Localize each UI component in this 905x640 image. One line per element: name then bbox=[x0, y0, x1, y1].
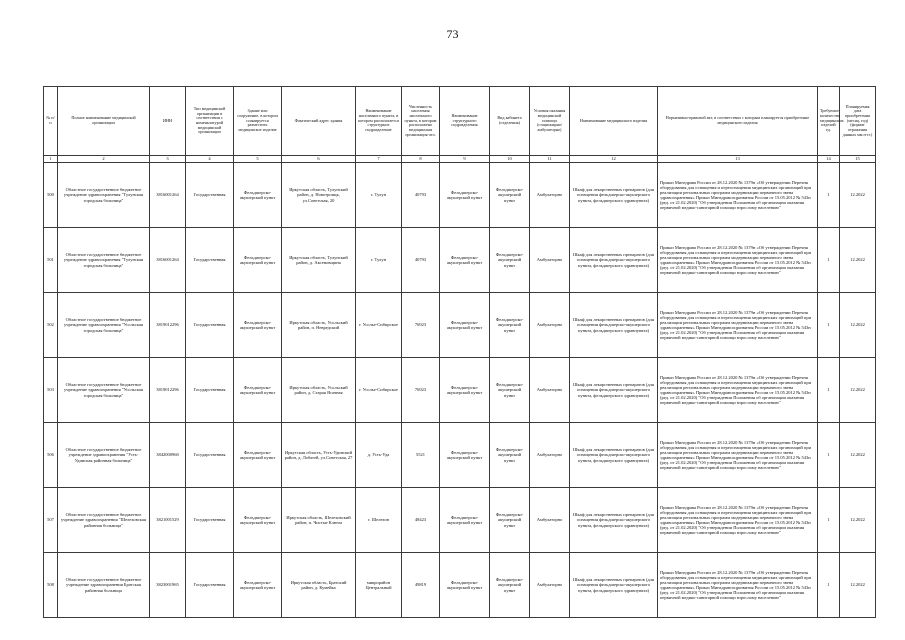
quantity: 1 bbox=[818, 358, 840, 423]
cabinet-type: Фельдшерско-акушерский пункт bbox=[490, 488, 530, 553]
population: 76923 bbox=[402, 358, 440, 423]
structural-unit: Фельдшерско-акушерский пункт bbox=[440, 488, 490, 553]
column-header: Нормативно-правовой акт, в соответствии с которым планируется приобретение медицинского изделия bbox=[658, 87, 818, 156]
row-number: 508 bbox=[44, 553, 58, 618]
column-number: 11 bbox=[530, 156, 570, 163]
structural-unit: Фельдшерско-акушерский пункт bbox=[440, 553, 490, 618]
building: Фельдшерско-акушерский пункт bbox=[234, 553, 282, 618]
structural-unit: Фельдшерско-акушерский пункт bbox=[440, 228, 490, 293]
equipment-register-table bbox=[43, 86, 876, 618]
column-number: 7 bbox=[356, 156, 402, 163]
purchase-date: 12.2022 bbox=[840, 163, 876, 228]
column-number: 5 bbox=[234, 156, 282, 163]
structural-unit: Фельдшерско-акушерский пункт bbox=[440, 293, 490, 358]
column-header: Наименование структурного подразделения bbox=[440, 87, 490, 156]
organization-type: Государственная bbox=[186, 423, 234, 488]
quantity: 1 bbox=[818, 488, 840, 553]
population: 76923 bbox=[402, 293, 440, 358]
care-conditions: Амбулаторно bbox=[530, 488, 570, 553]
purchase-date: 12.2022 bbox=[840, 293, 876, 358]
column-number: 9 bbox=[440, 156, 490, 163]
building: Фельдшерско-акушерский пункт bbox=[234, 293, 282, 358]
organization-name: Областное государственное бюджетное учреждение здравоохранения Братская районная больница bbox=[58, 553, 150, 618]
quantity: 1 bbox=[818, 163, 840, 228]
building: Фельдшерско-акушерский пункт bbox=[234, 358, 282, 423]
settlement: г. Усолье-Сибирское bbox=[356, 358, 402, 423]
quantity: 1 bbox=[818, 293, 840, 358]
column-number: 1 bbox=[44, 156, 58, 163]
settlement: г. Тулун bbox=[356, 228, 402, 293]
purchase-date: 12.2022 bbox=[840, 228, 876, 293]
settlement: д. Усть-Уда bbox=[356, 423, 402, 488]
page-number: 73 bbox=[446, 27, 459, 41]
population: 40793 bbox=[402, 163, 440, 228]
inn: 3816001264 bbox=[150, 228, 186, 293]
organization-name: Областное государственное бюджетное учреждение здравоохранения "Усть-Удинская районная больница" bbox=[58, 423, 150, 488]
organization-name: Областное государственное бюджетное учреждение здравоохранения "Тулунская городская больница" bbox=[58, 228, 150, 293]
device-name: Шкаф для лекарственных препаратов (для оснащения фельдшерско-акушерского пункта, фельдшерского здравпункта) bbox=[570, 423, 658, 488]
settlement: г. Шелехов bbox=[356, 488, 402, 553]
address: Иркутская область, Братский район, д. Кумейка bbox=[282, 553, 356, 618]
table-row bbox=[44, 488, 876, 553]
column-header: Планируемая дата приобретения (месяц, год) (формат отражения данных мм.гггг.) bbox=[840, 87, 876, 156]
row-number: 506 bbox=[44, 423, 58, 488]
care-conditions: Амбулаторно bbox=[530, 358, 570, 423]
legal-act: Приказ Минздрава России от 28.12.2020 № 1379н «Об утверждении Перечня оборудования для оснащения и переоснащения медицинских организаций при реализации региональных программ модернизации первичного звена здравоохранения» Приказ Минздравсоцразвития России от 15.05.2012 № 543н (ред. от 21.02.2020) "Об утверждении Положения об организации оказания первичной медико-санитарной помощи взрослому населению" bbox=[658, 488, 818, 553]
legal-act: Приказ Минздрава России от 28.12.2020 № 1379н «Об утверждении Перечня оборудования для оснащения и переоснащения медицинских организаций при реализации региональных программ модернизации первичного звена здравоохранения» Приказ Минздравсоцразвития России от 15.05.2012 № 543н (ред. от 21.02.2020) "Об утверждении Положения об организации оказания первичной медико-санитарной помощи взрослому населению" bbox=[658, 553, 818, 618]
column-header: Тип медицинской организации в соответствии с номенклатурой медицинской организации bbox=[186, 87, 234, 156]
care-conditions: Амбулаторно bbox=[530, 228, 570, 293]
column-number: 10 bbox=[490, 156, 530, 163]
organization-type: Государственная bbox=[186, 163, 234, 228]
address: Иркутская область, Тулунский район, д. Новотроицк, ул.Советская, 20 bbox=[282, 163, 356, 228]
table-row bbox=[44, 228, 876, 293]
table-row bbox=[44, 423, 876, 488]
inn: 3816001264 bbox=[150, 163, 186, 228]
address: Иркутская область, Усольский район, п. Невредский bbox=[282, 293, 356, 358]
legal-act: Приказ Минздрава России от 28.12.2020 № 1379н «Об утверждении Перечня оборудования для оснащения и переоснащения медицинских организаций при реализации региональных программ модернизации первичного звена здравоохранения» Приказ Минздравсоцразвития России от 15.05.2012 № 543н (ред. от 21.02.2020) "Об утверждении Положения об организации оказания первичной медико-санитарной помощи взрослому населению" bbox=[658, 423, 818, 488]
care-conditions: Амбулаторно bbox=[530, 553, 570, 618]
organization-type: Государственная bbox=[186, 293, 234, 358]
column-number: 6 bbox=[282, 156, 356, 163]
column-number: 13 bbox=[658, 156, 818, 163]
legal-act: Приказ Минздрава России от 28.12.2020 № 1379н «Об утверждении Перечня оборудования для оснащения и переоснащения медицинских организаций при реализации региональных программ модернизации первичного звена здравоохранения» Приказ Минздравсоцразвития России от 15.05.2012 № 543н (ред. от 21.02.2020) "Об утверждении Положения об организации оказания первичной медико-санитарной помощи взрослому населению" bbox=[658, 163, 818, 228]
inn: 3819012296 bbox=[150, 293, 186, 358]
organization-name: Областное государственное бюджетное учреждение здравоохранения "Тулунская городская больница" bbox=[58, 163, 150, 228]
column-header: Наименование медицинского изделия bbox=[570, 87, 658, 156]
column-number: 12 bbox=[570, 156, 658, 163]
column-header: Требуемое количество медицинских изделий ед. bbox=[818, 87, 840, 156]
device-name: Шкаф для лекарственных препаратов (для оснащения фельдшерско-акушерского пункта, фельдшерского здравпункта) bbox=[570, 293, 658, 358]
header-row bbox=[44, 87, 876, 156]
row-number: 502 bbox=[44, 293, 58, 358]
structural-unit: Фельдшерско-акушерский пункт bbox=[440, 423, 490, 488]
column-number-row bbox=[44, 156, 876, 163]
column-number: 2 bbox=[58, 156, 150, 163]
column-header: Здание или сооружение, в котором планируется разместить медицинское изделие bbox=[234, 87, 282, 156]
population: 40793 bbox=[402, 228, 440, 293]
column-header: Наименование населенного пункта, в котором располагается структурное подразделение bbox=[356, 87, 402, 156]
legal-act: Приказ Минздрава России от 28.12.2020 № 1379н «Об утверждении Перечня оборудования для оснащения и переоснащения медицинских организаций при реализации региональных программ модернизации первичного звена здравоохранения» Приказ Минздравсоцразвития России от 15.05.2012 № 543н (ред. от 21.02.2020) "Об утверждении Положения об организации оказания первичной медико-санитарной помощи взрослому населению" bbox=[658, 293, 818, 358]
building: Фельдшерско-акушерский пункт bbox=[234, 228, 282, 293]
cabinet-type: Фельдшерско-акушерский пункт bbox=[490, 358, 530, 423]
device-name: Шкаф для лекарственных препаратов (для оснащения фельдшерско-акушерского пункта, фельдшерского здравпункта) bbox=[570, 488, 658, 553]
purchase-date: 12.2022 bbox=[840, 488, 876, 553]
row-number: 507 bbox=[44, 488, 58, 553]
inn: 3819012296 bbox=[150, 358, 186, 423]
address: Иркутская область, Усть-Удинский район, д. Лобатей, ул.Советская, 27 bbox=[282, 423, 356, 488]
organization-name: Областное государственное бюджетное учреждение здравоохранения "Усольская городская больница" bbox=[58, 358, 150, 423]
device-name: Шкаф для лекарственных препаратов (для оснащения фельдшерско-акушерского пункта, фельдшерского здравпункта) bbox=[570, 358, 658, 423]
table-row bbox=[44, 293, 876, 358]
column-number: 8 bbox=[402, 156, 440, 163]
row-number: 503 bbox=[44, 358, 58, 423]
table-row bbox=[44, 358, 876, 423]
structural-unit: Фельдшерско-акушерский пункт bbox=[440, 358, 490, 423]
cabinet-type: Фельдшерско-акушерский пункт bbox=[490, 163, 530, 228]
device-name: Шкаф для лекарственных препаратов (для оснащения фельдшерско-акушерского пункта, фельдшерского здравпункта) bbox=[570, 553, 658, 618]
column-header: № п/п bbox=[44, 87, 58, 156]
column-header: ИНН bbox=[150, 87, 186, 156]
organization-name: Областное государственное бюджетное учреждение здравоохранения "Усольская городская больница" bbox=[58, 293, 150, 358]
building: Фельдшерско-акушерский пункт bbox=[234, 163, 282, 228]
care-conditions: Амбулаторно bbox=[530, 293, 570, 358]
organization-type: Государственная bbox=[186, 228, 234, 293]
row-number: 501 bbox=[44, 228, 58, 293]
organization-name: Областное государственное бюджетное учреждение здравоохранения "Шелеховская районная больница" bbox=[58, 488, 150, 553]
device-name: Шкаф для лекарственных препаратов (для оснащения фельдшерско-акушерского пункта, фельдшерского здравпункта) bbox=[570, 163, 658, 228]
organization-type: Государственная bbox=[186, 553, 234, 618]
device-name: Шкаф для лекарственных препаратов (для оснащения фельдшерско-акушерского пункта, фельдшерского здравпункта) bbox=[570, 228, 658, 293]
row-number: 500 bbox=[44, 163, 58, 228]
inn: 3842000960 bbox=[150, 423, 186, 488]
organization-type: Государственная bbox=[186, 358, 234, 423]
purchase-date: 12.2022 bbox=[840, 553, 876, 618]
quantity: 1 bbox=[818, 423, 840, 488]
inn: 3821001529 bbox=[150, 488, 186, 553]
column-header: Вид кабинета (отделения) bbox=[490, 87, 530, 156]
column-number: 4 bbox=[186, 156, 234, 163]
column-number: 3 bbox=[150, 156, 186, 163]
legal-act: Приказ Минздрава России от 28.12.2020 № 1379н «Об утверждении Перечня оборудования для оснащения и переоснащения медицинских организаций при реализации региональных программ модернизации первичного звена здравоохранения» Приказ Минздравсоцразвития России от 15.05.2012 № 543н (ред. от 21.02.2020) "Об утверждении Положения об организации оказания первичной медико-санитарной помощи взрослому населению" bbox=[658, 358, 818, 423]
column-header: Полное наименование медицинской организации bbox=[58, 87, 150, 156]
quantity: 1 bbox=[818, 553, 840, 618]
quantity: 1 bbox=[818, 228, 840, 293]
building: Фельдшерско-акушерский пункт bbox=[234, 423, 282, 488]
cabinet-type: Фельдшерско-акушерский пункт bbox=[490, 423, 530, 488]
column-header: Фактический адрес здания bbox=[282, 87, 356, 156]
address: Иркутская область, Шелеховский район, п. Чистые Ключи bbox=[282, 488, 356, 553]
table-row bbox=[44, 553, 876, 618]
column-number: 14 bbox=[818, 156, 840, 163]
cabinet-type: Фельдшерско-акушерский пункт bbox=[490, 228, 530, 293]
column-header: Условия оказания медицинской помощи (стационарно/амбулаторно) bbox=[530, 87, 570, 156]
column-header: Численность населения населенного пункта, в котором расположено медицинская организация чел. bbox=[402, 87, 440, 156]
population: 5521 bbox=[402, 423, 440, 488]
column-number: 15 bbox=[840, 156, 876, 163]
building: Фельдшерско-акушерский пункт bbox=[234, 488, 282, 553]
settlement: микрорайон Центральный bbox=[356, 553, 402, 618]
table-row bbox=[44, 163, 876, 228]
care-conditions: Амбулаторно bbox=[530, 163, 570, 228]
population: 49819 bbox=[402, 553, 440, 618]
legal-act: Приказ Минздрава России от 28.12.2020 № 1379н «Об утверждении Перечня оборудования для оснащения и переоснащения медицинских организаций при реализации региональных программ модернизации первичного звена здравоохранения» Приказ Минздравсоцразвития России от 15.05.2012 № 543н (ред. от 21.02.2020) "Об утверждении Положения об организации оказания первичной медико-санитарной помощи взрослому населению" bbox=[658, 228, 818, 293]
cabinet-type: Фельдшерско-акушерский пункт bbox=[490, 553, 530, 618]
address: Иркутская область, Тулунский район, д. Аксеновщина bbox=[282, 228, 356, 293]
purchase-date: 12.2022 bbox=[840, 358, 876, 423]
cabinet-type: Фельдшерско-акушерский пункт bbox=[490, 293, 530, 358]
care-conditions: Амбулаторно bbox=[530, 423, 570, 488]
organization-type: Государственная bbox=[186, 488, 234, 553]
settlement: г. Тулун bbox=[356, 163, 402, 228]
settlement: г. Усолье-Сибирское bbox=[356, 293, 402, 358]
address: Иркутская область, Усольский район, д. Старая Ясачная bbox=[282, 358, 356, 423]
structural-unit: Фельдшерско-акушерский пункт bbox=[440, 163, 490, 228]
purchase-date: 12.2022 bbox=[840, 423, 876, 488]
inn: 3823001965 bbox=[150, 553, 186, 618]
population: 48423 bbox=[402, 488, 440, 553]
